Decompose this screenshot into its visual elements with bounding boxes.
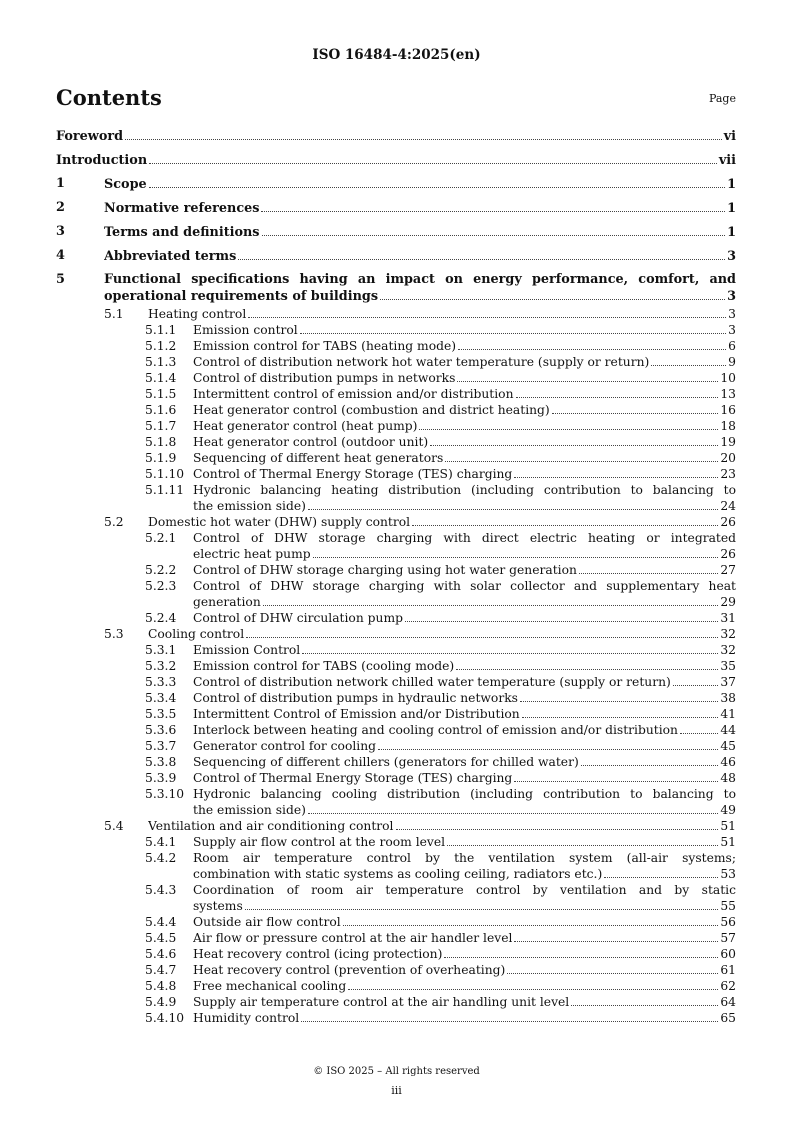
toc-entry[interactable]: [0, 962, 793, 978]
toc-entry-continuation[interactable]: [0, 898, 793, 914]
toc-entry-continuation[interactable]: [0, 866, 793, 882]
toc-entry-page: 56: [720, 915, 736, 929]
toc-entry-page: 16: [720, 403, 736, 417]
toc-entry[interactable]: [0, 1010, 793, 1026]
toc-entry-number: 5.3.6: [145, 723, 177, 737]
toc-entry[interactable]: [0, 722, 793, 738]
toc-entry-page: 41: [720, 707, 736, 721]
leader-dots: [343, 914, 719, 926]
leader-dots: [680, 722, 718, 734]
leader-dots: [308, 498, 718, 510]
toc-entry-page: 3: [727, 249, 736, 264]
toc-entry-page: 61: [720, 963, 736, 977]
copyright-notice: © ISO 2025 – All rights reserved: [313, 1066, 480, 1077]
leader-dots: [125, 128, 722, 140]
toc-entry-number: 5.1.2: [145, 339, 177, 353]
toc-entry-title: Foreword: [56, 129, 124, 144]
toc-entry-number: 5.1.11: [145, 483, 185, 497]
leader-dots: [571, 994, 718, 1006]
toc-entry[interactable]: [0, 690, 793, 706]
toc-entry-page: 48: [720, 771, 736, 785]
toc-entry-title: Intermittent control of emission and/or distribution: [193, 387, 514, 401]
toc-entry-title: Coordination of room air temperature control by ventilation and by static: [193, 883, 736, 897]
toc-entry-page: 46: [720, 755, 736, 769]
toc-entry-number: 5.4.5: [145, 931, 177, 945]
leader-dots: [673, 674, 719, 686]
toc-entry-title: Abbreviated terms: [104, 249, 237, 264]
toc-entry-number: 5.3.5: [145, 707, 177, 721]
toc-entry-number: 4: [56, 248, 65, 263]
leader-dots: [412, 514, 718, 526]
toc-entry-title: Control of Thermal Energy Storage (TES) charging: [193, 771, 513, 785]
toc-entry-page: 3: [727, 289, 736, 304]
leader-dots: [308, 802, 718, 814]
toc-entry-page: 3: [728, 307, 736, 321]
toc-entry[interactable]: [0, 770, 793, 786]
toc-entry-title: Generator control for cooling: [193, 739, 377, 753]
toc-entry[interactable]: [0, 248, 793, 264]
toc-entry-number: 5.1.8: [145, 435, 177, 449]
toc-entry[interactable]: [0, 386, 793, 402]
toc-entry-page: 65: [720, 1011, 736, 1025]
toc-entry-continuation[interactable]: [0, 802, 793, 818]
toc-entry-title-cont: electric heat pump: [193, 547, 311, 561]
toc-entry-title: Introduction: [56, 153, 148, 168]
toc-entry-page: 44: [720, 723, 736, 737]
toc-entry-title: Heat recovery control (prevention of overheating): [193, 963, 506, 977]
toc-entry-number: 5.2.3: [145, 579, 177, 593]
toc-entry-title: Emission control: [193, 323, 298, 337]
toc-entry-title: Control of Thermal Energy Storage (TES) charging: [193, 467, 513, 481]
toc-entry-number: 5: [56, 272, 65, 287]
toc-entry[interactable]: [0, 530, 793, 546]
leader-dots: [514, 770, 718, 782]
toc-entry-title: Domestic hot water (DHW) supply control: [148, 515, 411, 529]
toc-entry-number: 5.1.5: [145, 387, 177, 401]
toc-entry[interactable]: [0, 754, 793, 770]
leader-dots: [396, 818, 719, 830]
toc-entry-continuation[interactable]: [0, 288, 793, 304]
toc-entry[interactable]: [0, 402, 793, 418]
toc-entry[interactable]: [0, 818, 793, 834]
toc-entry-page: 62: [720, 979, 736, 993]
toc-entry[interactable]: [0, 706, 793, 722]
toc-entry[interactable]: [0, 642, 793, 658]
leader-dots: [149, 176, 725, 188]
toc-entry-title: Supply air flow control at the room level: [193, 835, 446, 849]
toc-entry-number: 5.4.7: [145, 963, 177, 977]
toc-entry-page: 32: [720, 627, 736, 641]
toc-entry-page: 32: [720, 643, 736, 657]
toc-entry[interactable]: [0, 354, 793, 370]
toc-entry-title: Hydronic balancing cooling distribution (including contribution to balancing to: [193, 787, 736, 801]
leader-dots: [444, 946, 718, 958]
toc-entry-page: 35: [720, 659, 736, 673]
leader-dots: [522, 706, 719, 718]
toc-entry-page: 53: [720, 867, 736, 881]
leader-dots: [263, 594, 719, 606]
toc-entry[interactable]: [0, 786, 793, 802]
toc-entry-title: Interlock between heating and cooling control of emission and/or distribution: [193, 723, 678, 737]
toc-entry[interactable]: [0, 434, 793, 450]
toc-entry-title: Heat recovery control (icing protection): [193, 947, 443, 961]
leader-dots: [245, 898, 719, 910]
toc-entry[interactable]: [0, 674, 793, 690]
toc-entry[interactable]: [0, 578, 793, 594]
toc-entry-number: 5.1.4: [145, 371, 177, 385]
toc-entry-title: Control of DHW circulation pump: [193, 611, 403, 625]
toc-entry[interactable]: [0, 482, 793, 498]
toc-entry-title: Emission control for TABS (cooling mode): [193, 659, 455, 673]
toc-entry-page: 64: [720, 995, 736, 1009]
toc-entry-page: 57: [720, 931, 736, 945]
leader-dots: [262, 224, 726, 236]
leader-dots: [405, 610, 718, 622]
toc-entry[interactable]: [0, 850, 793, 866]
leader-dots: [579, 562, 718, 574]
leader-dots: [457, 370, 718, 382]
toc-entry-page: 10: [720, 371, 736, 385]
leader-dots: [651, 354, 726, 366]
toc-entry-number: 3: [56, 224, 65, 239]
toc-entry-continuation[interactable]: [0, 498, 793, 514]
leader-dots: [313, 546, 719, 558]
leader-dots: [604, 866, 718, 878]
leader-dots: [456, 658, 718, 670]
toc-entry-title: Functional specifications having an impact on energy performance, comfort, and: [104, 272, 736, 287]
toc-entry-number: 5.4.2: [145, 851, 177, 865]
toc-entry-number: 5.3.4: [145, 691, 177, 705]
leader-dots: [419, 418, 718, 430]
toc-entry[interactable]: [0, 946, 793, 962]
toc-entry-page: 1: [727, 177, 736, 192]
toc-entry-number: 5.2.1: [145, 531, 177, 545]
leader-dots: [348, 978, 718, 990]
leader-dots: [514, 930, 718, 942]
toc-entry-number: 5.4.10: [145, 1011, 185, 1025]
toc-entry-page: 49: [720, 803, 736, 817]
leader-dots: [581, 754, 719, 766]
leader-dots: [261, 200, 725, 212]
toc-entry[interactable]: [0, 450, 793, 466]
toc-entry-title: Outside air flow control: [193, 915, 341, 929]
toc-entry-title-cont: systems: [193, 899, 243, 913]
toc-entry-number: 5.3.3: [145, 675, 177, 689]
toc-entry-title: Control of distribution pumps in networks: [193, 371, 456, 385]
toc-entry[interactable]: [0, 418, 793, 434]
leader-dots: [552, 402, 719, 414]
leader-dots: [302, 642, 718, 654]
toc-entry-title: Cooling control: [148, 627, 245, 641]
toc-entry-title: Intermittent Control of Emission and/or Distribution: [193, 707, 520, 721]
toc-entry-page: 23: [720, 467, 736, 481]
toc-entry-page: 1: [727, 201, 736, 216]
toc-entry-title-cont: the emission side): [193, 499, 306, 513]
toc-entry-page: 60: [720, 947, 736, 961]
leader-dots: [447, 834, 718, 846]
toc-entry-title: Control of DHW storage charging using hot water generation: [193, 563, 577, 577]
toc-entry-title: Supply air temperature control at the air handling unit level: [193, 995, 570, 1009]
toc-entry-page: 37: [720, 675, 736, 689]
toc-entry-page: 31: [720, 611, 736, 625]
toc-entry-number: 5.2: [104, 515, 124, 529]
toc-entry-title: Room air temperature control by the ventilation system (all-air systems;: [193, 851, 736, 865]
toc-entry[interactable]: [0, 200, 793, 216]
toc-entry-number: 5.4.6: [145, 947, 177, 961]
toc-entry-title: Hydronic balancing heating distribution (including contribution to balancing to: [193, 483, 736, 497]
toc-entry-number: 5.3.9: [145, 771, 177, 785]
toc-entry-page: 29: [720, 595, 736, 609]
leader-dots: [514, 466, 718, 478]
toc-entry-page: 6: [728, 339, 736, 353]
toc-entry-page: 26: [720, 547, 736, 561]
toc-entry-title: Control of distribution pumps in hydraulic networks: [193, 691, 518, 705]
toc-entry-title: Emission Control: [193, 643, 301, 657]
leader-dots: [300, 322, 726, 334]
toc-entry[interactable]: [0, 738, 793, 754]
toc-entry-number: 5.1.6: [145, 403, 177, 417]
document-header: ISO 16484-4:2025(en): [312, 47, 481, 63]
toc-entry[interactable]: [0, 176, 793, 192]
leader-dots: [246, 626, 718, 638]
toc-entry-title: Sequencing of different chillers (generators for chilled water): [193, 755, 579, 769]
toc-entry[interactable]: [0, 610, 793, 626]
toc-entry-page: vii: [718, 153, 736, 168]
toc-entry-title: Free mechanical cooling: [193, 979, 347, 993]
toc-entry-page: 9: [728, 355, 736, 369]
toc-entry[interactable]: [0, 128, 793, 144]
toc-entry[interactable]: [0, 338, 793, 354]
toc-entry[interactable]: [0, 370, 793, 386]
toc-entry[interactable]: [0, 514, 793, 530]
toc-entry[interactable]: [0, 466, 793, 482]
toc-entry-title: Control of DHW storage charging with direct electric heating or integrated: [193, 531, 736, 545]
toc-entry-number: 5.3.1: [145, 643, 177, 657]
toc-entry-page: 20: [720, 451, 736, 465]
toc-entry-page: 51: [720, 819, 736, 833]
toc-entry-title: Control of distribution network hot water temperature (supply or return): [193, 355, 650, 369]
toc-entry[interactable]: [0, 322, 793, 338]
toc-entry-title: Emission control for TABS (heating mode): [193, 339, 457, 353]
toc-entry-number: 5.1.3: [145, 355, 177, 369]
leader-dots: [458, 338, 726, 350]
toc-entry-page: 38: [720, 691, 736, 705]
toc-entry-number: 5.4: [104, 819, 124, 833]
toc-entry-number: 2: [56, 200, 65, 215]
toc-entry-number: 5.3.8: [145, 755, 177, 769]
toc-entry[interactable]: [0, 834, 793, 850]
toc-entry[interactable]: [0, 994, 793, 1010]
toc-entry-number: 5.1.1: [145, 323, 177, 337]
toc-entry-number: 5.2.4: [145, 611, 177, 625]
toc-entry-continuation[interactable]: [0, 594, 793, 610]
toc-entry-continuation[interactable]: [0, 546, 793, 562]
toc-entry-number: 5.4.8: [145, 979, 177, 993]
toc-entry-number: 5.1.7: [145, 419, 177, 433]
toc-entry[interactable]: [0, 306, 793, 322]
toc-entry[interactable]: [0, 224, 793, 240]
toc-entry-title: Control of distribution network chilled water temperature (supply or return): [193, 675, 671, 689]
page-title: Contents: [56, 85, 162, 110]
toc-entry-number: 1: [56, 176, 65, 191]
toc-entry[interactable]: [0, 882, 793, 898]
toc-entry[interactable]: [0, 658, 793, 674]
toc-entry-number: 5.4.3: [145, 883, 177, 897]
toc-entry-page: 18: [720, 419, 736, 433]
toc-entry-number: 5.1.9: [145, 451, 177, 465]
toc-entry[interactable]: [0, 914, 793, 930]
toc-entry-page: vi: [723, 129, 736, 144]
toc-entry-title: Terms and definitions: [104, 225, 260, 240]
toc-entry-title-cont: generation: [193, 595, 261, 609]
leader-dots: [445, 450, 718, 462]
toc-entry-number: 5.1: [104, 307, 124, 321]
toc-entry-title: Sequencing of different heat generators: [193, 451, 444, 465]
toc-entry-number: 5.3.2: [145, 659, 177, 673]
leader-dots: [301, 1010, 718, 1022]
toc-entry-page: 27: [720, 563, 736, 577]
toc-entry-page: 51: [720, 835, 736, 849]
leader-dots: [430, 434, 718, 446]
toc-entry-title: Heating control: [148, 307, 247, 321]
toc-entry-number: 5.1.10: [145, 467, 185, 481]
leader-dots: [516, 386, 719, 398]
toc-entry-number: 5.3.7: [145, 739, 177, 753]
toc-entry[interactable]: [0, 562, 793, 578]
toc-entry-number: 5.2.2: [145, 563, 177, 577]
toc-entry-title: Humidity control: [193, 1011, 300, 1025]
toc-entry-page: 13: [720, 387, 736, 401]
page-column-label: Page: [708, 92, 736, 105]
leader-dots: [238, 248, 725, 260]
toc-entry-title: Scope: [104, 177, 147, 192]
toc-entry[interactable]: [0, 272, 793, 288]
toc-entry-number: 5.3.10: [145, 787, 185, 801]
toc-entry-title-cont: the emission side): [193, 803, 306, 817]
toc-entry-title-cont: operational requirements of buildings: [104, 289, 379, 304]
toc-entry-page: 1: [727, 225, 736, 240]
toc-entry[interactable]: [0, 626, 793, 642]
toc-entry-page: 45: [720, 739, 736, 753]
toc-entry-title: Control of DHW storage charging with solar collector and supplementary heat: [193, 579, 736, 593]
leader-dots: [149, 152, 717, 164]
page-number: iii: [391, 1084, 402, 1097]
leader-dots: [380, 288, 725, 300]
leader-dots: [248, 306, 726, 318]
toc-entry[interactable]: [0, 152, 793, 168]
toc-entry-page: 19: [720, 435, 736, 449]
toc-entry[interactable]: [0, 930, 793, 946]
toc-entry-title: Heat generator control (combustion and district heating): [193, 403, 550, 417]
toc-entry[interactable]: [0, 978, 793, 994]
leader-dots: [520, 690, 718, 702]
toc-entry-number: 5.4.9: [145, 995, 177, 1009]
leader-dots: [507, 962, 718, 974]
toc-entry-title: Heat generator control (outdoor unit): [193, 435, 429, 449]
toc-entry-title: Ventilation and air conditioning control: [148, 819, 394, 833]
toc-entry-number: 5.3: [104, 627, 124, 641]
toc-entry-page: 26: [720, 515, 736, 529]
toc-entry-page: 24: [720, 499, 736, 513]
toc-entry-title: Heat generator control (heat pump): [193, 419, 418, 433]
toc-entry-title-cont: combination with static systems as cooling ceiling, radiators etc.): [193, 867, 603, 881]
toc-entry-number: 5.4.1: [145, 835, 177, 849]
leader-dots: [378, 738, 718, 750]
toc-entry-title: Normative references: [104, 201, 260, 216]
toc-entry-page: 55: [720, 899, 736, 913]
toc-entry-number: 5.4.4: [145, 915, 177, 929]
toc-entry-title: Air flow or pressure control at the air handler level: [193, 931, 513, 945]
toc-entry-page: 3: [728, 323, 736, 337]
